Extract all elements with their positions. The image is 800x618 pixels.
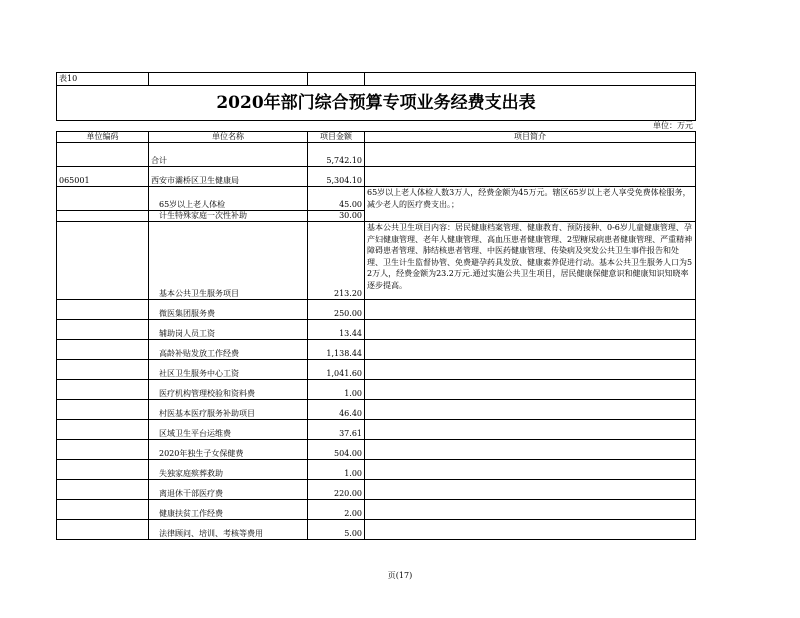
item-description [365, 340, 696, 360]
item-amount: 1.00 [308, 460, 365, 480]
item-description: 基本公共卫生项目内容：居民健康档案管理、健康教育、预防接种、0-6岁儿童健康管理、孕产妇健康管理、老年人健康管理、高血压患者健康管理、2型糖尿病患者健康管理、严重精神障碍患者管理、肺结核患者管理、中医药健康管理、传染病及突发公共卫生事件报告和处理、卫生计生监督协管、免费避孕药具发放、健康素养促进行动。基本公共卫生服务人口为52万人，经费金额为23.2万元.通过实施公共卫生项目，居民健康保健意识和健康知识知晓率逐步提高。 [365, 222, 696, 300]
item-name: 65岁以上老人体检 [149, 187, 308, 211]
table-row [57, 400, 696, 420]
table-row [57, 360, 696, 380]
table-row [57, 380, 696, 400]
item-amount: 504.00 [308, 440, 365, 460]
item-name: 法律顾问、培训、考核等费用 [149, 520, 308, 540]
item-name: 基本公共卫生服务项目 [149, 222, 308, 300]
item-description [365, 420, 696, 440]
item-name: 区域卫生平台运维费 [149, 420, 308, 440]
item-description [365, 300, 696, 320]
header-amount: 项目金额 [308, 132, 365, 143]
item-amount: 250.00 [308, 300, 365, 320]
item-description [365, 480, 696, 500]
item-description [365, 460, 696, 480]
header-intro: 项目简介 [365, 132, 696, 143]
item-amount: 45.00 [308, 187, 365, 211]
item-name: 计生特殊家庭一次性补助 [149, 211, 308, 222]
item-name: 离退休干部医疗费 [149, 480, 308, 500]
unit-name: 西安市灞桥区卫生健康局 [149, 167, 308, 187]
table-row [57, 520, 696, 540]
item-description [365, 320, 696, 340]
item-description [365, 440, 696, 460]
table-title: 2020年部门综合预算专项业务经费支出表 [57, 86, 696, 121]
table-row [57, 187, 696, 211]
unit-label: 单位：万元 [57, 121, 696, 132]
item-amount: 2.00 [308, 500, 365, 520]
item-amount: 213.20 [308, 222, 365, 300]
table-row [57, 300, 696, 320]
item-description [365, 380, 696, 400]
header-code: 单位编码 [57, 132, 149, 143]
item-amount: 30.00 [308, 211, 365, 222]
table-row [57, 320, 696, 340]
table-row [57, 440, 696, 460]
page-number: 页(17) [387, 571, 413, 580]
unit-code: 065001 [57, 167, 149, 187]
item-description [365, 500, 696, 520]
item-name: 社区卫生服务中心工资 [149, 360, 308, 380]
item-description [365, 520, 696, 540]
item-amount: 1,041.60 [308, 360, 365, 380]
item-description [365, 400, 696, 420]
item-name: 失独家庭殡葬救助 [149, 460, 308, 480]
item-amount: 13.44 [308, 320, 365, 340]
table-row [57, 460, 696, 480]
table-row [57, 500, 696, 520]
item-amount: 5.00 [308, 520, 365, 540]
table-row [57, 420, 696, 440]
item-name: 医疗机构管理校验和资料费 [149, 380, 308, 400]
table-row [57, 340, 696, 360]
item-name: 微医集团服务费 [149, 300, 308, 320]
header-name: 单位名称 [149, 132, 308, 143]
total-amount: 5,742.10 [308, 143, 365, 167]
item-name: 辅助岗人员工资 [149, 320, 308, 340]
item-amount: 220.00 [308, 480, 365, 500]
item-description [365, 360, 696, 380]
item-amount: 37.61 [308, 420, 365, 440]
unit-amount: 5,304.10 [308, 167, 365, 187]
table-row [57, 480, 696, 500]
total-label: 合计 [149, 143, 308, 167]
item-name: 高龄补贴发放工作经费 [149, 340, 308, 360]
sheet-label: 表10 [57, 73, 149, 86]
item-rows [57, 187, 696, 540]
item-name: 健康扶贫工作经费 [149, 500, 308, 520]
budget-table [56, 72, 696, 540]
table-row [57, 222, 696, 300]
item-amount: 1,138.44 [308, 340, 365, 360]
item-name: 村医基本医疗服务补助项目 [149, 400, 308, 420]
item-amount: 46.40 [308, 400, 365, 420]
item-amount: 1.00 [308, 380, 365, 400]
item-name: 2020年独生子女保健费 [149, 440, 308, 460]
item-description: 65岁以上老人体检人数3万人，经费金额为45万元。辖区65岁以上老人享受免费体检服务，减少老人的医疗费支出。； [365, 187, 696, 222]
